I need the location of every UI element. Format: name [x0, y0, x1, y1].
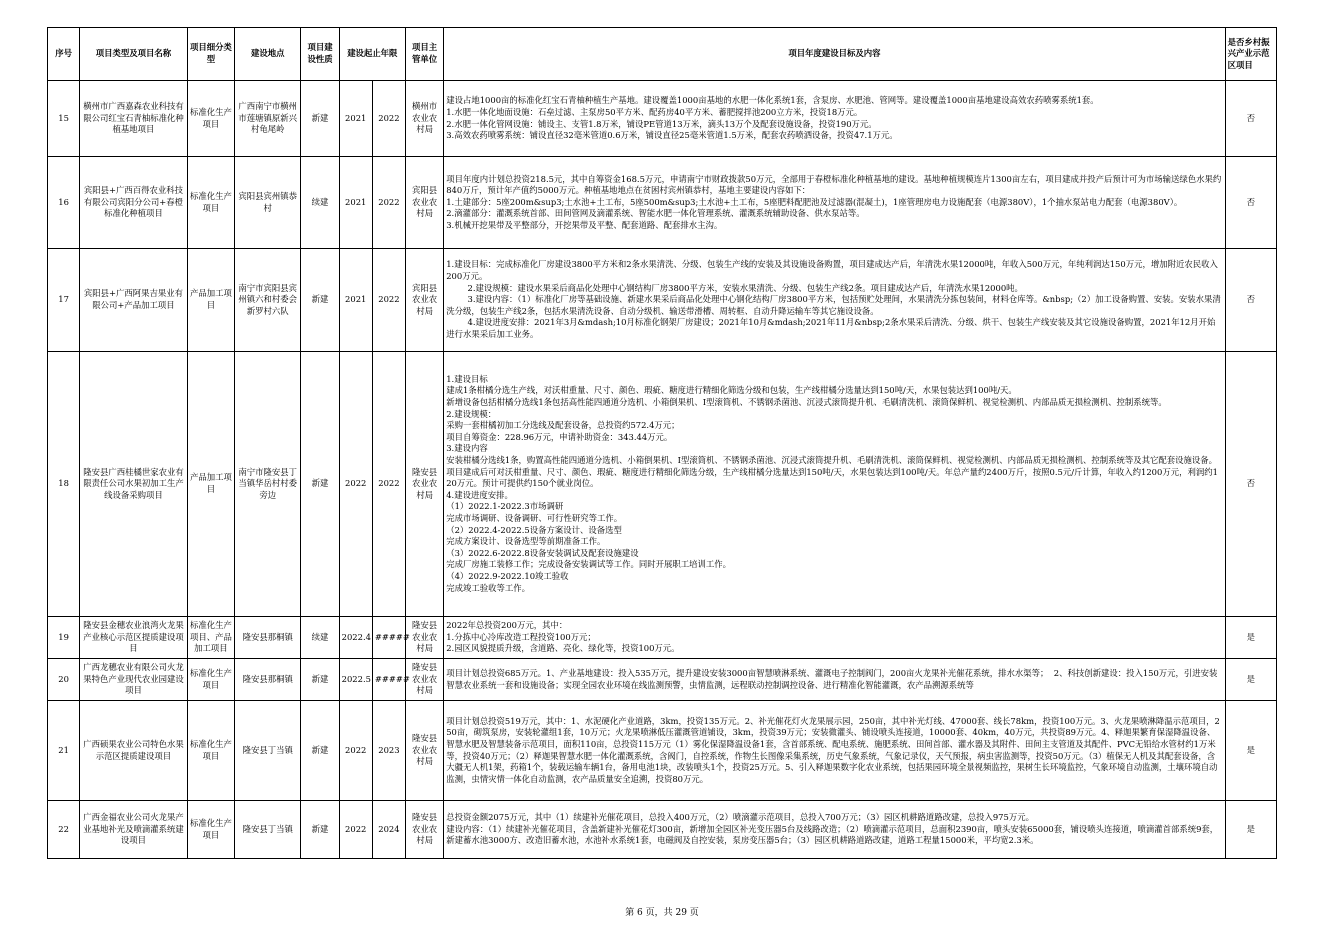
row-nature: 续建: [301, 617, 339, 659]
row-location: 南宁市宾阳县宾州镇六和村委会新罗村六队: [235, 249, 301, 352]
row-project-name: 隆安县广西桂橘世家农业有限责任公司水果初加工生产线设备采购项目: [80, 352, 188, 617]
row-nature: 续建: [301, 157, 339, 249]
row-demo-flag: 否: [1225, 249, 1276, 352]
row-subtype: 产品加工项目: [187, 249, 234, 352]
row-unit: 隆安县农业农村局: [406, 352, 444, 617]
row-location: 广西南宁市横州市莲塘镇原新兴村龟尾岭: [235, 81, 301, 157]
row-seq: 20: [48, 659, 80, 701]
header-content: 项目年度建设目标及内容: [444, 28, 1225, 81]
row-unit: 隆安县农业农村局: [406, 701, 444, 801]
header-period: 建设起止年限: [339, 28, 405, 81]
row-location: 隆安县丁当镇: [235, 701, 301, 801]
row-content: 项目计划总投资519万元，其中：1、水泥硬化产业道路，3km，投资135万元。2、补光催花灯火龙果展示园，250亩，其中补光灯线、47000套、线长78km，投资100万元。3、火龙果喷淋降温示范项目，250亩，砌筑泵房，安装轮灌组1套，10万元；火龙果喷淋低压灌溉管道铺设，3km，投资39万元；安装微灌头、铺设喷头连接道，10000套、40km，40万元，共投资89万元。4、释迦果繁育保湿降温设备、智慧水肥及智慧装备示范项目，面积110亩，总投资115万元（1）雾化保湿降温设备1套，含首部系统、配电系统、施肥系统、田间首部、灌水器及其附件、田间主支管道及其配件、PVC无铅给水管材约1万米等，投资40万元；（2）释迦果智慧水肥一体化灌溉系统，含阀门，自控系统，作物生长图像采集系统，历史气象系统，气象记录仪，天气预报，病虫害监测等，投资50万元。（3）植保无人机及其配套设备，含大疆无人机1架，药箱1个，装载运输车辆1台，备用电池1块，改装喷头1个，投资25万元。5、引入释迦果数字化农业系统，包括果园环境全景视频监控，果树生长环境监控，气象环境自动监测，土壤环境自动监测，虫情灾情一体化自动监测，农产品质量安全追溯，投资80万元。: [444, 701, 1225, 801]
row-demo-flag: 否: [1225, 81, 1276, 157]
row-nature: 新建: [301, 701, 339, 801]
header-name: 项目类型及项目名称: [80, 28, 188, 81]
row-seq: 18: [48, 352, 80, 617]
row-subtype: 标准化生产项目: [187, 157, 234, 249]
row-subtype: 标准化生产项目: [187, 81, 234, 157]
row-demo-flag: 是: [1225, 701, 1276, 801]
row-seq: 16: [48, 157, 80, 249]
row-location: 隆安县丁当镇: [235, 801, 301, 859]
row-nature: 新建: [301, 801, 339, 859]
row-seq: 19: [48, 617, 80, 659]
row-unit: 隆安县农业农村局: [406, 801, 444, 859]
row-content: 项目计划总投资685万元。1、产业基地建设：投入535万元，提升建设安装3000亩智慧喷淋系统、灌溉电子控制阀门，200亩火龙果补光催花系统，排水水渠等； 2、科技创新建设：投入150万元，引进安装智慧农业系统一套和设施设备；实现全园农业环境在线监测预警，虫情监测，远程联动控制调控设备、进行精准化智能灌溉，农产品溯源系统等: [444, 659, 1225, 701]
table-row: [48, 659, 1277, 701]
row-project-name: 宾阳县+广西阿果吉果业有限公司+产品加工项目: [80, 249, 188, 352]
row-unit: 宾阳县农业农村局: [406, 157, 444, 249]
row-project-name: 宾阳县+广西百得农业科技有限公司宾阳分公司+春橙标准化种植项目: [80, 157, 188, 249]
page-footer: 第 6 页，共 29 页: [625, 908, 699, 918]
row-location: 隆安县那桐镇: [235, 659, 301, 701]
row-nature: 新建: [301, 249, 339, 352]
row-content: 建设占地1000亩的标准化红宝石青柚种植生产基地。建设覆盖1000亩基地的水肥一体化系统1套，含泵房、水肥池、管网等。建设覆盖1000亩基地建设高效农药喷雾系统1套。 1.水肥一体化地面设施：石垒过滤、主泵房50平方米、配药房40平方米、蓄肥搅拌池200立方米，投资18万元。 2.水肥一体化管网设施：铺设主、支管1.8万米，铺设PE管道13万米，滴头13万个及配套设施设备，投资190万元。 3.高效农药喷雾系统：铺设直径32毫米管道0.6万米，铺设直径25毫米管道1.5万米，配套农药喷洒设备，投资47.1万元。: [444, 81, 1225, 157]
row-demo-flag: 否: [1225, 352, 1276, 617]
row-unit: 隆安县农业农村局: [406, 617, 444, 659]
row-start-year: 2022.4: [339, 617, 372, 659]
row-location: 隆安县那桐镇: [235, 617, 301, 659]
row-content: 总投资金额2075万元，其中（1）续建补光催花项目，总投入400万元，（2）喷滴灌示范项目，总投入700万元；（3）园区机耕路道路改建，总投入975万元。 建设内容：（1）续建补光催花项目，含盖新建补光催花灯300亩，新增加全园区补光变压器5台及线路改造；（2）喷滴灌示范项目，总面积2390亩，喷头安装65000套，铺设喷头连接道，喷滴灌首部系统9套，新建蓄水池3000方、改造旧蓄水池，水池补水系统1套，电磁阀及自控安装，泵房变压器5台；（3）园区机耕路道路改建，道路工程量15000米，平均宽2.3米。: [444, 801, 1225, 859]
header-row: [48, 28, 1277, 81]
row-project-name: 横州市广西嘉森农业科技有限公司红宝石青柚标准化种植基地项目: [80, 81, 188, 157]
header-nature: 项目建设性质: [301, 28, 339, 81]
table-row: [48, 801, 1277, 859]
row-nature: 新建: [301, 81, 339, 157]
row-project-name: 广西龙穗农业有限公司火龙果特色产业现代农业园建设项目: [80, 659, 188, 701]
row-seq: 22: [48, 801, 80, 859]
row-end-year: 2022: [372, 157, 405, 249]
row-unit: 横州市农业农村局: [406, 81, 444, 157]
row-demo-flag: 否: [1225, 157, 1276, 249]
table-row: [48, 352, 1277, 617]
row-location: 宾阳县宾州镇恭村: [235, 157, 301, 249]
row-end-year: 2022: [372, 352, 405, 617]
row-content: 1.建设目标 建成1条柑橘分选生产线，对沃柑重量、尺寸、颜色、瑕疵、糖度进行精细化筛选分级和包装，生产线柑橘分选量达到150吨/天，水果包装达到100吨/天。 新增设备包括柑橘分选线1条包括高性能四通道分选机、小箱倒果机、I型滚筒机、不锈钢杀菌池、沉浸式滚筒提升机、毛刷清洗机、滚筒保鲜机、视觉检测机、内部品质无损检测机、控制系统等。 2.建设规模： 采购一套柑橘初加工分选线及配套设备，总投资约572.4万元； 项目自筹资金：228.96万元，申请补助资金：343.44万元。 3.建设内容 安装柑橘分选线1条，购置高性能四通道分选机、小箱倒果机、I型滚筒机、不锈钢杀菌池、沉浸式滚筒提升机、毛刷清洗机、滚筒保鲜机、视觉检测机、内部品质无损检测机、控制系统等及其它配套设施设备。 项目建成后可对沃柑重量、尺寸、颜色、瑕疵、糖度进行精细化筛选分级，生产线柑橘分选量达到150吨/天，水果包装达到100吨/天。年总产量约2400万斤，按照0.5元/斤计算，年收入约1200万元，利润约120万元。预计可提供约150个就业岗位。 4.建设进度安排。 （1）2022.1-2022.3市场调研 完成市场调研、设备调研、可行性研究等工作。 （2）2022.4-2022.5设备方案设计、设备选型 完成方案设计、设备选型等前期准备工作。 （3）2022.6-2022.8设备安装调试及配套设施建设 完成厂房施工装修工作；完成设备安装调试等工作。同时开展职工培训工作。 （4）2022.9-2022.10竣工验收 完成竣工验收等工作。: [444, 352, 1225, 617]
row-project-name: 隆安县金穗农业浪湾火龙果产业核心示范区提质建设项目: [80, 617, 188, 659]
row-subtype: 标准化生产项目、产品加工项目: [187, 617, 234, 659]
row-location: 南宁市隆安县丁当镇华岳村村委旁边: [235, 352, 301, 617]
row-project-name: 广西金福农业公司火龙果产业基地补光及喷滴灌系统建设项目: [80, 801, 188, 859]
header-subtype: 项目细分类型: [187, 28, 234, 81]
row-subtype: 产品加工项目: [187, 352, 234, 617]
row-subtype: 标准化生产项目: [187, 701, 234, 801]
row-content: 2022年总投资200万元，其中： 1.分拣中心冷库改造工程投资100万元； 2.园区风貌提质升级，含道路、亮化、绿化等，投资100万元。: [444, 617, 1225, 659]
row-start-year: 2021: [339, 249, 372, 352]
row-demo-flag: 是: [1225, 659, 1276, 701]
row-seq: 15: [48, 81, 80, 157]
row-demo-flag: 是: [1225, 617, 1276, 659]
row-end-year: 2022: [372, 249, 405, 352]
table-row: [48, 249, 1277, 352]
table-row: [48, 617, 1277, 659]
row-end-year: #####: [372, 617, 405, 659]
row-demo-flag: 是: [1225, 801, 1276, 859]
row-subtype: 标准化生产项目: [187, 659, 234, 701]
row-end-year: 2024: [372, 801, 405, 859]
row-start-year: 2022.5: [339, 659, 372, 701]
row-end-year: 2023: [372, 701, 405, 801]
row-seq: 17: [48, 249, 80, 352]
row-nature: 新建: [301, 659, 339, 701]
header-location: 建设地点: [235, 28, 301, 81]
row-content: 1.建设目标：完成标准化厂房建设3800平方米和2条水果清洗、分级、包装生产线的安装及其设施设备购置，项目建成达产后，年清洗水果12000吨，年收入500万元，年纯利润达150万元，增加附近农民收入200万元。 2.建设规模：建设水果采后商品化处理中心钢结构厂房3800平方米，安装水果清洗、分级、包装生产线2条。项目建成达产后，年清洗水果12000吨。 3.建设内容：（1）标准化厂房等基础设施、新建水果采后商品化处理中心钢化结构厂房3800平方米，包括预贮处理间，水果清洗分拣包装间，材料仓库等。&nbsp;（2）加工设备购置、安装。安装水果清洗分级，包装生产线2条，包括水果清洗设备、自动分级机、输送带滑槽、周转框、自动升降运输车等其它施设设备。 4.建设进度安排：2021年3月&mdash;10月标准化钢架厂房建设；2021年10月&mdash;2021年11月&nbsp;2条水果采后清洗、分级、烘干、包装生产线安装及其它设施设备购置，2021年12月开始进行水果采后加工业务。: [444, 249, 1225, 352]
row-subtype: 标准化生产项目: [187, 801, 234, 859]
row-start-year: 2021: [339, 157, 372, 249]
row-unit: 宾阳县农业农村局: [406, 249, 444, 352]
table-row: [48, 81, 1277, 157]
row-project-name: 广西硕果农业公司特色水果示范区提质建设项目: [80, 701, 188, 801]
row-seq: 21: [48, 701, 80, 801]
row-nature: 新建: [301, 352, 339, 617]
row-end-year: #####: [372, 659, 405, 701]
row-start-year: 2022: [339, 352, 372, 617]
row-end-year: 2022: [372, 81, 405, 157]
project-table: [47, 27, 1277, 859]
table-row: [48, 701, 1277, 801]
header-unit: 项目主管单位: [406, 28, 444, 81]
row-start-year: 2022: [339, 801, 372, 859]
row-unit: 隆安县农业农村局: [406, 659, 444, 701]
row-content: 项目年度内计划总投资218.5元，其中自筹资金168.5万元，申请南宁市财政拨款50万元，全部用于春橙标准化种植基地的建设。基地种植规模连片1300亩左右，项目建成并投产后预计可为市场输送绿色水果约840万斤，预计年产值约5000万元。种植基地地点在贫困村宾州镇恭村，基地主要建设内容如下： 1.土建部分：5座200m&sup3;土水池+土工布，5座500m&sup3;土水池+土工布，5座肥料配肥池及过滤器(混凝土)，1座管理房电力设施配套（电源380V），1个抽水泵站电力配套（电源380V）。 2.滴灌部分：灌溉系统首部、田间管网及滴灌系统、智能水肥一体化管理系统、灌溉系统辅助设备、供水泵站等。 3.机械开挖果带及平整部分，开挖果带及平整、配套道路、配套排水主沟。: [444, 157, 1225, 249]
table-row: [48, 157, 1277, 249]
header-seq: 序号: [48, 28, 80, 81]
row-start-year: 2021: [339, 81, 372, 157]
row-start-year: 2022: [339, 701, 372, 801]
header-demo: 是否乡村振兴产业示范区项目: [1225, 28, 1276, 81]
